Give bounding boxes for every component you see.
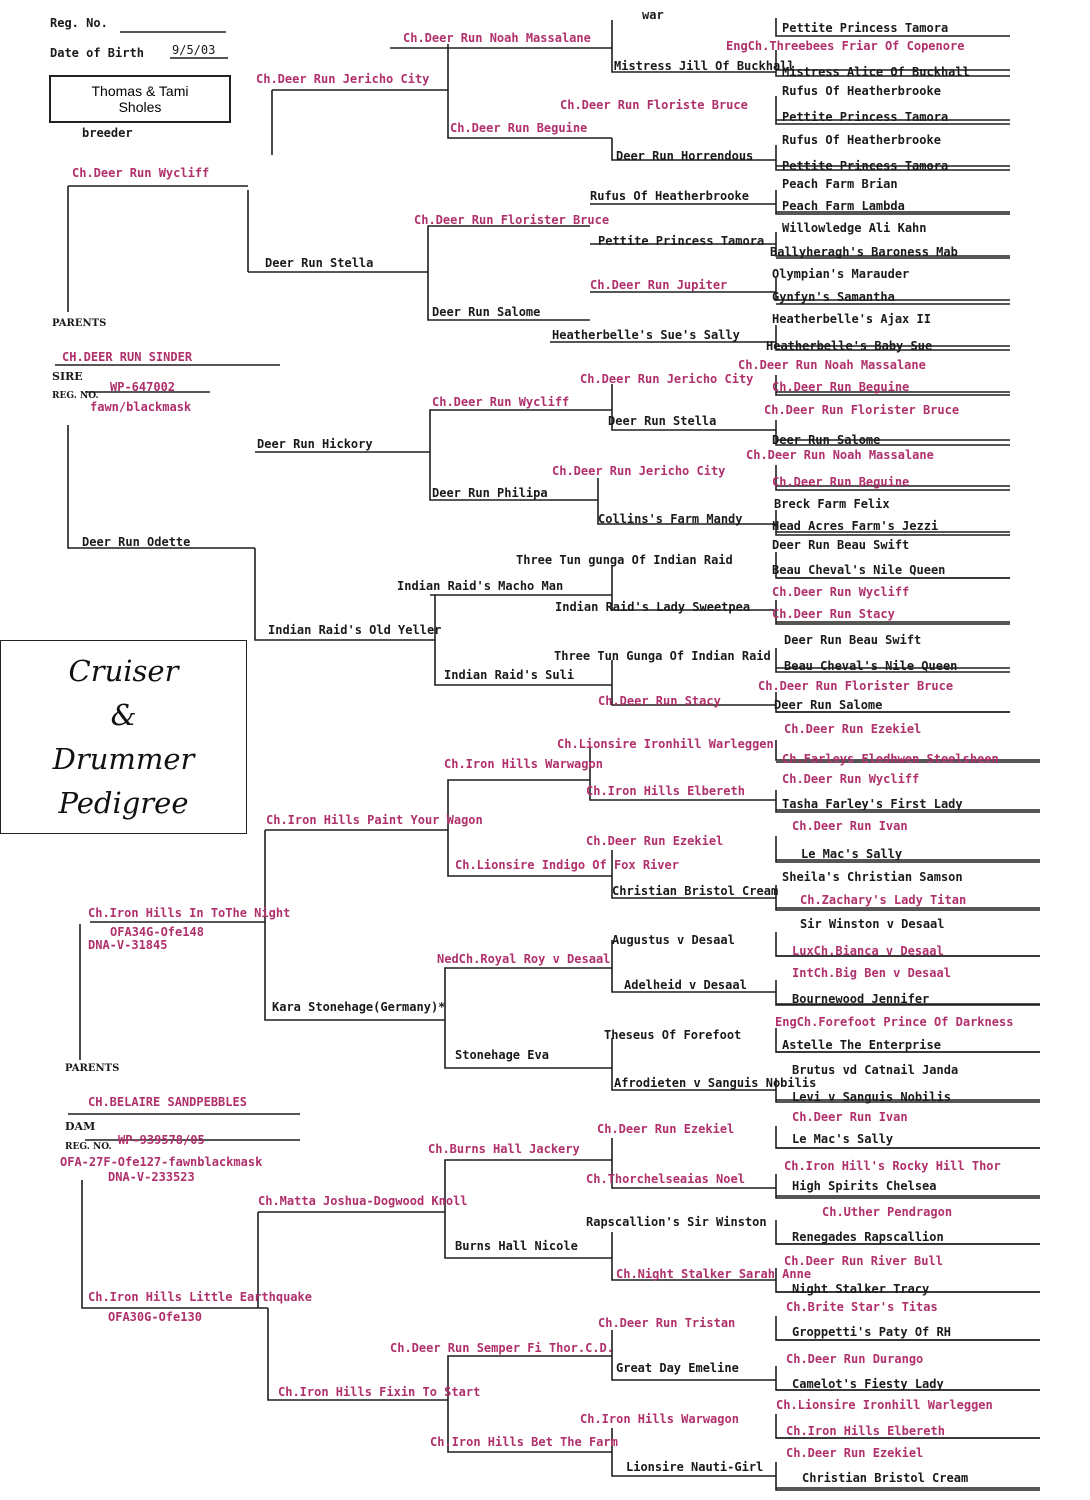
pedigree-entry: Deer Run Stella [265,256,374,270]
pedigree-title-box [0,640,247,834]
sire-parents-label: PARENTS [52,318,107,329]
pedigree-entry: Willowledge Ali Kahn [782,221,927,235]
pedigree-entry: Indian Raid's Suli [444,668,575,682]
pedigree-entry: Ch.Iron Hills Elbereth [786,1424,945,1438]
pedigree-entry: Ch.Deer Run Ezekiel [597,1122,735,1136]
pedigree-entry: Ch.Deer Run Wycliff [72,166,210,180]
pedigree-entry: Pettite Princess Tamora [782,110,949,124]
pedigree-entry: Ch.Deer Run Florister Bruce [414,213,610,227]
pedigree-entry: Ch.Deer Run Noah Massalane [403,31,591,45]
pedigree-entry: Ch.Deer Run Florister Bruce [758,679,954,693]
pedigree-entry: Three Tun Gunga Of Indian Raid [554,649,771,663]
pedigree-entry: Ch.Deer Run Ezekiel [586,834,724,848]
pedigree-entry: Bournewood Jennifer [792,992,930,1006]
pedigree-entry: Ch.Zachary's Lady Titan [800,893,967,907]
pedigree-entry: Ch.Deer Run Ezekiel [786,1446,924,1460]
sire-color: fawn/blackmask [90,400,192,414]
dam-name: CH.BELAIRE SANDPEBBLES [88,1095,247,1109]
title-line-2: & [110,698,137,732]
pedigree-entry: Ch.Farleys Eledhwen Steelsheen [782,752,999,766]
pedigree-entry: Ch.Deer Run Jupiter [590,278,728,292]
pedigree-entry: Ch.Uther Pendragon [822,1205,953,1219]
pedigree-entry: Ch.Deer Run Ivan [792,819,908,833]
pedigree-entry: Ch.Lionsire Ironhill Warleggen [557,737,774,751]
dam-role-label: DAM [65,1120,96,1133]
pedigree-entry: IntCh.Big Ben v Desaal [792,966,951,980]
pedigree-entry: Ch.Deer Run Durango [786,1352,924,1366]
pedigree-entry: Night Stalker Tracy [792,1282,930,1296]
pedigree-entry: Ch.Deer Run Wycliff [432,395,570,409]
sire-reg-label: REG. NO. [52,391,99,401]
pedigree-entry: Ch.Deer Run Beguine [450,121,588,135]
pedigree-entry: Heatherbelle's Ajax II [772,312,931,326]
pedigree-entry: Ch.Deer Run Jericho City [552,464,726,478]
pedigree-entry: Deer Run Odette [82,535,191,549]
pedigree-entry: Pettite Princess Tamora [782,21,949,35]
dam-dna: DNA-V-233523 [108,1170,195,1184]
pedigree-entry: DNA-V-31845 [88,938,168,952]
pedigree-entry: Ch.Deer Run Florister Bruce [764,403,960,417]
pedigree-entry: Brutus vd Catnail Janda [792,1063,959,1077]
pedigree-entry: Ch.Deer Run Semper Fi Thor.C.D. [390,1341,614,1355]
pedigree-entry: Ch.Deer Run Floriste Bruce [560,98,748,112]
pedigree-entry: Deer Run Stella [608,414,717,428]
pedigree-entry: Stonehage Eva [455,1048,549,1062]
pedigree-entry: EngCh.Threebees Friar Of Copenore [726,39,965,53]
pedigree-entry: Ch.Deer Run Jericho City [580,372,754,386]
pedigree-entry: Ch.Deer Run Stacy [598,694,721,708]
pedigree-entry: High Spirits Chelsea [792,1179,937,1193]
pedigree-entry: Indian Raid's Lady Sweetpea [555,600,751,614]
title-line-3: Drummer [52,742,195,776]
pedigree-entry: Le Mac's Sally [801,847,903,861]
pedigree-entry: Ch.Iron Hills Bet The Farm [430,1435,618,1449]
dam-reg-label: REG. NO. [65,1142,112,1152]
breeder-name-line-1: Thomas & Tami [91,83,189,99]
pedigree-entry: Indian Raid's Macho Man [397,579,564,593]
pedigree-entry: Ch.Thorchelseaias Noel [586,1172,745,1186]
pedigree-entry: Ch.Deer Run Stacy [772,607,895,621]
pedigree-entry: Ch.Iron Hills Fixin To Start [278,1385,481,1399]
pedigree-entry: Ch.Deer Run Beguine [772,475,910,489]
pedigree-entry: Theseus Of Forefoot [604,1028,742,1042]
pedigree-entry: Astelle The Enterprise [782,1038,941,1052]
sire-role-label: SIRE [52,370,83,383]
pedigree-entry: Peach Farm Lambda [782,199,905,213]
sire-name: CH.DEER RUN SINDER [62,350,193,364]
pedigree-entry: Heatherbelle's Baby Sue [766,339,933,353]
pedigree-entry: Deer Run Beau Swift [772,538,910,552]
pedigree-entry: Ch.Night Stalker Sarah Anne [616,1267,812,1281]
pedigree-entry: Ch.Iron Hills Little Earthquake [88,1290,312,1304]
pedigree-entry: Breck Farm Felix [774,497,890,511]
pedigree-entry: Ch.Deer Run River Bull [784,1254,943,1268]
pedigree-entry: Deer Run Beau Swift [784,633,922,647]
pedigree-entry: Deer Run Hickory [257,437,373,451]
pedigree-entry: Ch.Burns Hall Jackery [428,1142,580,1156]
pedigree-entry: Deer Run Philipa [432,486,548,500]
pedigree-entry: Gynfyn's Samantha [772,290,895,304]
dam-reg-value: WP-939578/05 [118,1133,205,1147]
pedigree-entry: Tasha Farley's First Lady [782,797,963,811]
pedigree-entry: Deer Run Salome [772,433,881,447]
pedigree-entry: Collins's Farm Mandy [598,512,743,526]
pedigree-entry: Ch.Iron Hills Warwagon [580,1412,739,1426]
pedigree-entry: Ch.Lionsire Indigo Of Fox River [455,858,679,872]
title-line-1: Cruiser [68,654,179,688]
pedigree-entry: Sheila's Christian Samson [782,870,963,884]
pedigree-entry: Ch.Iron Hills Warwagon [444,757,603,771]
pedigree-entry: Ballyheragh's Baroness Mab [770,245,958,259]
pedigree-entry: Head Acres Farm's Jezzi [772,519,939,533]
pedigree-entry: Ch.Brite Star's Titas [786,1300,938,1314]
pedigree-entry: Deer Run Salome [774,698,883,712]
pedigree-entry: OFA30G-Ofe130 [108,1310,202,1324]
sire-reg-value: WP-647002 [110,380,176,394]
pedigree-entry: Le Mac's Sally [792,1132,894,1146]
pedigree-entry: Camelot's Fiesty Lady [792,1377,944,1391]
pedigree-entry: Deer Run Horrendous [616,149,754,163]
pedigree-entry: Ch.Deer Run Wycliff [772,585,910,599]
breeder-label: breeder [82,126,133,140]
pedigree-entry: Afrodieten v Sanguis Nobilis [614,1076,817,1090]
reg-no-label: Reg. No. [50,16,108,30]
pedigree-entry: Ch.Deer Run Ivan [792,1110,908,1124]
pedigree-entry: Christian Bristol Cream [802,1471,969,1485]
pedigree-entry: Lionsire Nauti-Girl [626,1460,764,1474]
pedigree-entry: Ch.Lionsire Ironhill Warleggen [776,1398,993,1412]
pedigree-entry: LuxCh.Bianca v Desaal [792,944,944,958]
date-of-birth-label: Date of Birth [50,46,144,60]
pedigree-entry: Indian Raid's Old Yeller [268,623,442,637]
pedigree-entry: OFA34G-Ofe148 [110,925,204,939]
title-line-4: Pedigree [58,786,189,820]
pedigree-entry: Rufus Of Heatherbrooke [782,84,941,98]
pedigree-entry: Ch.Iron Hills Elbereth [586,784,745,798]
pedigree-entry: Mistress Alice Of Buckhall [782,65,970,79]
pedigree-entry: Augustus v Desaal [612,933,735,947]
pedigree-entry: war [642,8,664,22]
pedigree-entry: EngCh.Forefoot Prince Of Darkness [775,1015,1014,1029]
pedigree-entry: Rapscallion's Sir Winston [586,1215,767,1229]
pedigree-entry: Ch.Deer Run Noah Massalane [738,358,926,372]
pedigree-entry: Olympian's Marauder [772,267,910,281]
pedigree-entry: Beau Cheval's Nile Queen [784,659,958,673]
pedigree-entry: Peach Farm Brian [782,177,898,191]
date-of-birth-value: 9/5/03 [172,43,216,57]
dam-ofa: OFA-27F-Ofe127-fawnblackmask [60,1155,263,1169]
pedigree-entry: Ch.Deer Run Beguine [772,380,910,394]
pedigree-entry: Ch.Deer Run Noah Massalane [746,448,934,462]
pedigree-entry: Renegades Rapscallion [792,1230,944,1244]
pedigree-entry: Ch.Matta Joshua-Dogwood Knoll [258,1194,468,1208]
pedigree-entry: Ch.Deer Run Ezekiel [784,722,922,736]
pedigree-entry: Mistress Jill Of Buckhall [614,59,795,73]
dam-parents-label: PARENTS [65,1063,120,1074]
pedigree-entry: Ch.Iron Hill's Rocky Hill Thor [784,1159,1001,1173]
pedigree-entry: Pettite Princess Tamora [782,159,949,173]
pedigree-entry: NedCh.Royal Roy v Desaal [437,952,611,966]
pedigree-entry: Rufus Of Heatherbrooke [782,133,941,147]
pedigree-entry: Sir Winston v Desaal [800,917,945,931]
pedigree-entry: Great Day Emeline [616,1361,739,1375]
pedigree-entry: Rufus Of Heatherbrooke [590,189,749,203]
pedigree-entry: Ch.Deer Run Wycliff [782,772,920,786]
breeder-name-line-2: Sholes [118,99,162,115]
pedigree-entry: Beau Cheval's Nile Queen [772,563,946,577]
pedigree-entry: Burns Hall Nicole [455,1239,578,1253]
pedigree-entry: Heatherbelle's Sue's Sally [552,328,740,342]
pedigree-entry: Ch.Iron Hills In ToThe Night [88,906,291,920]
pedigree-entry: Deer Run Salome [432,305,541,319]
pedigree-entry: Kara Stonehage(Germany)* [272,1000,446,1014]
pedigree-entry: Ch.Deer Run Tristan [598,1316,736,1330]
pedigree-entry: Ch.Deer Run Jericho City [256,72,430,86]
pedigree-entry: Groppetti's Paty Of RH [792,1325,951,1339]
pedigree-entry: Three Tun gunga Of Indian Raid [516,553,733,567]
pedigree-entry: Adelheid v Desaal [624,978,747,992]
pedigree-entry: Ch.Iron Hills Paint Your Wagon [266,813,483,827]
pedigree-entry: Pettite Princess Tamora [598,234,765,248]
pedigree-entry: Levi v Sanguis Nobilis [792,1090,951,1104]
breeder-box [49,75,231,123]
pedigree-entry: Christian Bristol Cream [612,884,779,898]
